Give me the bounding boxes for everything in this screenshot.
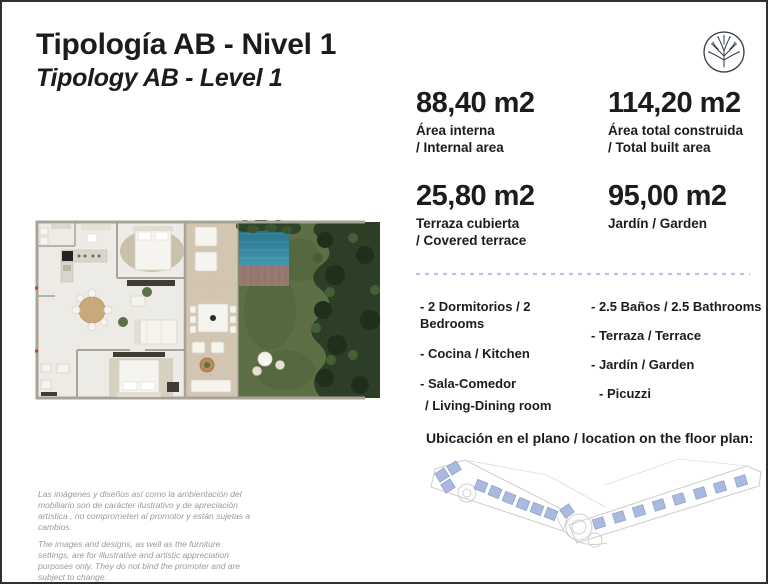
stat-label-en: / Total built area <box>608 140 711 155</box>
disclaimer-en: The images and designs, as well as the furniture settings, are for illustrative and artistic appreciation purposes only. They do not bind the promoter and are subject to change. <box>38 539 241 582</box>
stat-value: 25,80 m2 <box>416 180 535 212</box>
feature-item: - Jardín / Garden <box>591 357 695 372</box>
stat-covered-terrace <box>416 181 611 249</box>
disclaimer <box>38 489 254 583</box>
location-heading: Ubicación en el plano / location on the floor plan: <box>426 430 754 446</box>
site-plan-map <box>429 455 764 555</box>
stat-label-es: Área interna <box>416 123 495 138</box>
stat-label-en: / Covered terrace <box>416 233 527 248</box>
stat-value: 88,40 m2 <box>416 87 535 119</box>
stat-label-es: Terraza cubierta <box>416 216 520 231</box>
feature-item: - 2 Dormitorios / 2 Bedrooms <box>420 299 531 331</box>
page-title: Tipología AB - Nivel 1 <box>36 28 337 61</box>
stat-garden <box>608 181 768 232</box>
feature-item: - 2.5 Baños / 2.5 Bathrooms <box>591 299 762 314</box>
feature-item: - Sala-Comedor <box>420 376 517 391</box>
feature-list-left <box>420 298 588 427</box>
stat-label-es: Jardín / Garden <box>608 216 708 231</box>
stat-total-built-area <box>608 88 768 156</box>
feature-item: / Living-Dining room <box>425 398 552 413</box>
stat-internal-area <box>416 88 611 156</box>
feature-list-right <box>591 298 763 414</box>
stat-value: 95,00 m2 <box>608 180 727 212</box>
page-subtitle: Tipology AB - Level 1 <box>36 64 283 92</box>
feature-item: - Picuzzi <box>599 386 652 401</box>
feature-item: - Cocina / Kitchen <box>420 346 530 361</box>
tree-logo-icon <box>701 29 747 75</box>
floor-plan-image <box>35 220 380 400</box>
stat-label-en: / Internal area <box>416 140 504 155</box>
stat-value: 114,20 m2 <box>608 87 741 119</box>
feature-item: - Terraza / Terrace <box>591 328 702 343</box>
dashed-divider <box>415 264 751 270</box>
stat-label-es: Área total construida <box>608 123 744 138</box>
disclaimer-es: Las imágenes y diseños así como la ambientación del mobiliario son de carácter ilustrativo y de apreciación artística , no comprometen al promotor y están sujetas a cambios. <box>38 489 251 532</box>
